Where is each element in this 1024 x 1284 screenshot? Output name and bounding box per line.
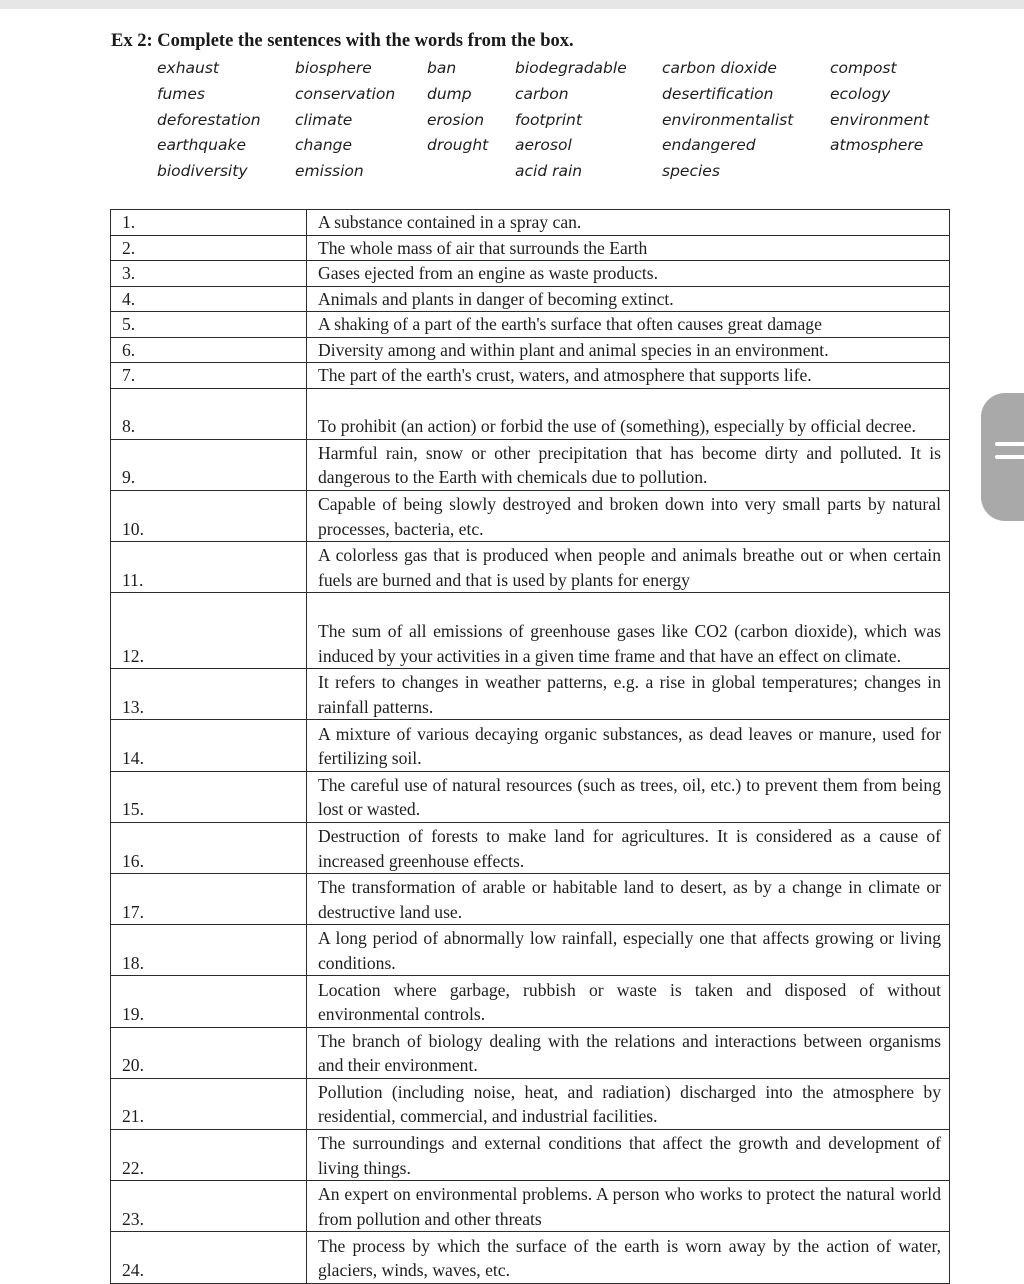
word-box [157,57,950,186]
row-number: 12. [111,593,307,669]
row-number: 6. [111,337,307,363]
row-definition: Animals and plants in danger of becoming extinct. [307,286,950,312]
table-row [111,1232,950,1283]
row-definition: An expert on environmental problems. A person who works to protect the natural world from pollution and other threats [307,1181,950,1232]
row-definition: The transformation of arable or habitable land to desert, as by a change in climate or destructive land use. [307,874,950,925]
word-box-item: biodegradable [515,59,627,77]
table-row [111,720,950,771]
word-box-item: erosion [427,110,485,129]
word-box-item: biodiversity [157,162,248,181]
table-row [111,669,950,720]
word-box-item: footprint [515,110,582,129]
table-row [111,286,950,312]
row-number: 2. [111,235,307,261]
word-box-item: endangered [662,136,756,155]
handle-grip-line [995,455,1024,459]
table-row [111,874,950,925]
table-row [111,1078,950,1129]
table-row [111,1181,950,1232]
word-box-item: deforestation [157,110,261,129]
row-number: 3. [111,261,307,287]
row-definition: Gases ejected from an engine as waste products. [307,261,950,287]
handle-grip-line [995,442,1024,446]
top-strip [0,0,1024,9]
word-box-item: aerosol [515,136,572,155]
row-number: 1. [111,210,307,236]
row-definition: The part of the earth's crust, waters, and atmosphere that supports life. [307,363,950,389]
row-number: 17. [111,874,307,925]
table-row [111,822,950,873]
exercise-title: Ex 2: Complete the sentences with the words from the box. [111,31,574,51]
row-definition: A substance contained in a spray can. [307,210,950,236]
row-number: 18. [111,925,307,976]
row-number: 9. [111,439,307,490]
row-definition: The process by which the surface of the earth is worn away by the action of water, glaciers, winds, waves, etc. [307,1232,950,1283]
word-box-item: fumes [157,84,205,103]
word-box-item: species [662,162,720,181]
table-row [111,363,950,389]
table-row [111,490,950,541]
word-box-item: ecology [830,84,891,103]
row-number: 16. [111,822,307,873]
word-box-item [427,160,515,186]
table-row [111,925,950,976]
table-row [111,593,950,669]
word-box-item: climate [295,110,353,129]
definitions-table [110,209,950,1284]
word-box-item: exhaust [157,59,220,77]
word-box-item [830,160,950,186]
row-definition: To prohibit (an action) or forbid the use of (something), especially by official decree. [307,388,950,439]
word-box-item: biosphere [295,59,372,77]
row-number: 15. [111,771,307,822]
table-row [111,210,950,236]
row-definition: A colorless gas that is produced when people and animals breathe out or when certain fuels are burned and that is used by plants for energy [307,542,950,593]
table-row [111,542,950,593]
row-number: 11. [111,542,307,593]
row-definition: A long period of abnormally low rainfall, especially one that affects growing or living conditions. [307,925,950,976]
word-box-item: environment [830,110,930,129]
table-row [111,312,950,338]
row-number: 22. [111,1129,307,1180]
word-box-item: environmentalist [662,110,794,129]
row-number: 7. [111,363,307,389]
row-definition: Capable of being slowly destroyed and broken down into very small parts by natural processes, bacteria, etc. [307,490,950,541]
row-number: 5. [111,312,307,338]
word-box-item: carbon [515,84,569,103]
row-number: 20. [111,1027,307,1078]
table-row [111,337,950,363]
table-row [111,771,950,822]
word-box-item: desertification [662,84,774,103]
word-box-item: conservation [295,84,396,103]
table-row [111,235,950,261]
row-number: 24. [111,1232,307,1283]
row-number: 21. [111,1078,307,1129]
table-row [111,261,950,287]
table-row [111,1129,950,1180]
word-box-item: earthquake [157,136,246,155]
row-definition: A mixture of various decaying organic substances, as dead leaves or manure, used for fertilizing soil. [307,720,950,771]
row-definition: It refers to changes in weather patterns, e.g. a rise in global temperatures; changes in rainfall patterns. [307,669,950,720]
row-number: 4. [111,286,307,312]
word-box-item: emission [295,162,364,181]
row-definition: Location where garbage, rubbish or waste is taken and disposed of without environmental controls. [307,976,950,1027]
row-definition: Destruction of forests to make land for agricultures. It is considered as a cause of increased greenhouse effects. [307,822,950,873]
row-definition: A shaking of a part of the earth's surface that often causes great damage [307,312,950,338]
row-number: 23. [111,1181,307,1232]
word-box-item: carbon dioxide [662,59,777,77]
row-definition: The whole mass of air that surrounds the Earth [307,235,950,261]
page-scroll-handle[interactable] [981,393,1024,521]
word-box-item: compost [830,59,897,77]
table-row [111,388,950,439]
row-definition: Pollution (including noise, heat, and radiation) discharged into the atmosphere by residential, commercial, and industrial facilities. [307,1078,950,1129]
row-definition: The sum of all emissions of greenhouse gases like CO2 (carbon dioxide), which was induced by your activities in a given time frame and that have an effect on climate. [307,593,950,669]
row-definition: The careful use of natural resources (such as trees, oil, etc.) to prevent them from being lost or wasted. [307,771,950,822]
row-number: 10. [111,490,307,541]
word-box-item: change [295,136,353,155]
row-number: 19. [111,976,307,1027]
word-box-item: dump [427,84,472,103]
row-definition: The surroundings and external conditions that affect the growth and development of living things. [307,1129,950,1180]
row-number: 8. [111,388,307,439]
word-box-item: drought [427,136,489,155]
row-definition: The branch of biology dealing with the relations and interactions between organisms and their environment. [307,1027,950,1078]
row-definition: Diversity among and within plant and animal species in an environment. [307,337,950,363]
table-row [111,976,950,1027]
word-box-item: acid rain [515,162,583,181]
table-row [111,1027,950,1078]
row-definition: Harmful rain, snow or other precipitation that has become dirty and polluted. It is dangerous to the Earth with chemicals due to pollution. [307,439,950,490]
table-row [111,439,950,490]
word-box-item: ban [427,59,457,77]
word-box-item: atmosphere [830,136,924,155]
row-number: 13. [111,669,307,720]
row-number: 14. [111,720,307,771]
